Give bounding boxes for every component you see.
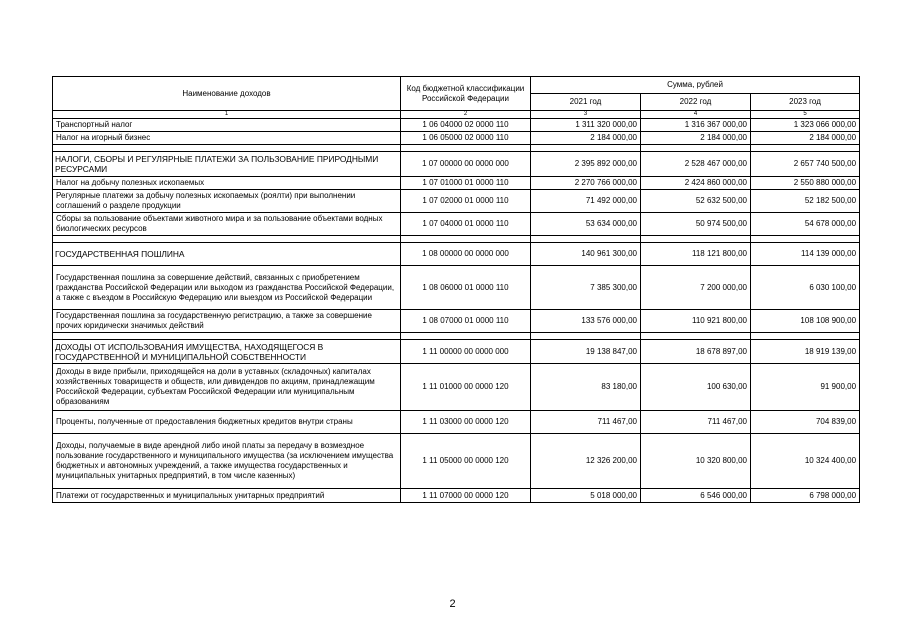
group-row <box>53 243 860 266</box>
header-sum: Сумма, рублей <box>531 77 860 94</box>
column-number-row <box>53 111 860 119</box>
column-number: 1 <box>53 111 401 119</box>
amount-2022-cell: 6 546 000,00 <box>641 489 751 503</box>
spacer-cell <box>751 145 860 152</box>
amount-2023-cell: 18 919 139,00 <box>751 340 860 364</box>
group-row <box>53 152 860 177</box>
column-number: 5 <box>751 111 860 119</box>
spacer-cell <box>401 333 531 340</box>
amount-2023-cell: 54 678 000,00 <box>751 213 860 236</box>
header-budget-code: Код бюджетной классификации Российской Федерации <box>401 77 531 111</box>
column-number: 4 <box>641 111 751 119</box>
budget-code-cell: 1 06 04000 02 0000 110 <box>401 119 531 132</box>
table-row <box>53 489 860 503</box>
budget-code-cell: 1 07 02000 01 0000 110 <box>401 190 531 213</box>
budget-code-cell: 1 08 00000 00 0000 000 <box>401 243 531 266</box>
spacer-cell <box>401 145 531 152</box>
table-row <box>53 213 860 236</box>
group-row <box>53 340 860 364</box>
budget-code-cell: 1 07 00000 00 0000 000 <box>401 152 531 177</box>
amount-2022-cell: 52 632 500,00 <box>641 190 751 213</box>
amount-2021-cell: 1 311 320 000,00 <box>531 119 641 132</box>
amount-2021-cell: 53 634 000,00 <box>531 213 641 236</box>
header-year-2023: 2023 год <box>751 94 860 111</box>
table-body <box>53 119 860 503</box>
income-name-cell: Государственная пошлина за государственную регистрацию, а также за совершение прочих юридически значимых действий <box>53 310 401 333</box>
amount-2021-cell: 71 492 000,00 <box>531 190 641 213</box>
income-name-cell: ГОСУДАРСТВЕННАЯ ПОШЛИНА <box>53 243 401 266</box>
header-income-name: Наименование доходов <box>53 77 401 111</box>
budget-code-cell: 1 11 05000 00 0000 120 <box>401 434 531 489</box>
amount-2022-cell: 110 921 800,00 <box>641 310 751 333</box>
amount-2023-cell: 6 798 000,00 <box>751 489 860 503</box>
spacer-row <box>53 333 860 340</box>
income-name-cell: ДОХОДЫ ОТ ИСПОЛЬЗОВАНИЯ ИМУЩЕСТВА, НАХОДЯЩЕГОСЯ В ГОСУДАРСТВЕННОЙ И МУНИЦИПАЛЬНОЙ СОБСТВЕННОСТИ <box>53 340 401 364</box>
amount-2021-cell: 2 184 000,00 <box>531 132 641 145</box>
amount-2023-cell: 10 324 400,00 <box>751 434 860 489</box>
spacer-cell <box>531 145 641 152</box>
amount-2023-cell: 2 184 000,00 <box>751 132 860 145</box>
amount-2023-cell: 114 139 000,00 <box>751 243 860 266</box>
amount-2023-cell: 108 108 900,00 <box>751 310 860 333</box>
spacer-cell <box>53 145 401 152</box>
amount-2023-cell: 2 657 740 500,00 <box>751 152 860 177</box>
spacer-cell <box>641 145 751 152</box>
budget-code-cell: 1 11 03000 00 0000 120 <box>401 411 531 434</box>
header-year-2021: 2021 год <box>531 94 641 111</box>
table-row <box>53 411 860 434</box>
amount-2021-cell: 5 018 000,00 <box>531 489 641 503</box>
spacer-row <box>53 145 860 152</box>
table-row <box>53 266 860 310</box>
income-name-cell: Доходы в виде прибыли, приходящейся на доли в уставных (складочных) капиталах хозяйственных товариществ и обществ, или дивидендов по акциям, принадлежащим Российской Федерации, субъектам Российской Федерации или муниципальным образованиям <box>53 364 401 411</box>
amount-2022-cell: 118 121 800,00 <box>641 243 751 266</box>
budget-code-cell: 1 11 01000 00 0000 120 <box>401 364 531 411</box>
spacer-cell <box>53 236 401 243</box>
spacer-cell <box>641 236 751 243</box>
income-name-cell: Доходы, получаемые в виде арендной либо иной платы за передачу в возмездное пользование государственного и муниципального имущества (за исключением имущества бюджетных и автономных учреждений, а также имущества государственных и муниципальных унитарных предприятий, в том числе казенных) <box>53 434 401 489</box>
spacer-cell <box>751 236 860 243</box>
column-number: 2 <box>401 111 531 119</box>
budget-code-cell: 1 07 01000 01 0000 110 <box>401 177 531 190</box>
income-name-cell: Транспортный налог <box>53 119 401 132</box>
amount-2022-cell: 1 316 367 000,00 <box>641 119 751 132</box>
table-row <box>53 119 860 132</box>
income-name-cell: Платежи от государственных и муниципальных унитарных предприятий <box>53 489 401 503</box>
spacer-cell <box>531 333 641 340</box>
spacer-cell <box>751 333 860 340</box>
income-name-cell: Налог на игорный бизнес <box>53 132 401 145</box>
income-name-cell: Проценты, полученные от предоставления бюджетных кредитов внутри страны <box>53 411 401 434</box>
amount-2021-cell: 2 395 892 000,00 <box>531 152 641 177</box>
budget-code-cell: 1 08 07000 01 0000 110 <box>401 310 531 333</box>
income-name-cell: Сборы за пользование объектами животного мира и за пользование объектами водных биологических ресурсов <box>53 213 401 236</box>
spacer-cell <box>531 236 641 243</box>
amount-2021-cell: 83 180,00 <box>531 364 641 411</box>
revenue-table <box>52 76 860 503</box>
amount-2023-cell: 704 839,00 <box>751 411 860 434</box>
amount-2021-cell: 7 385 300,00 <box>531 266 641 310</box>
amount-2021-cell: 2 270 766 000,00 <box>531 177 641 190</box>
income-name-cell: Регулярные платежи за добычу полезных ископаемых (роялти) при выполнении соглашений о разделе продукции <box>53 190 401 213</box>
table-row <box>53 132 860 145</box>
income-name-cell: Налог на добычу полезных ископаемых <box>53 177 401 190</box>
column-number: 3 <box>531 111 641 119</box>
income-name-cell: НАЛОГИ, СБОРЫ И РЕГУЛЯРНЫЕ ПЛАТЕЖИ ЗА ПОЛЬЗОВАНИЕ ПРИРОДНЫМИ РЕСУРСАМИ <box>53 152 401 177</box>
budget-code-cell: 1 11 07000 00 0000 120 <box>401 489 531 503</box>
spacer-row <box>53 236 860 243</box>
income-name-cell: Государственная пошлина за совершение действий, связанных с приобретением гражданства Российской Федерации или выходом из гражданства Российской Федерации, а также с въездом в Российскую Федерацию или выездом из Российской Федерации <box>53 266 401 310</box>
amount-2021-cell: 140 961 300,00 <box>531 243 641 266</box>
amount-2022-cell: 2 184 000,00 <box>641 132 751 145</box>
amount-2023-cell: 1 323 066 000,00 <box>751 119 860 132</box>
table-row <box>53 364 860 411</box>
amount-2022-cell: 711 467,00 <box>641 411 751 434</box>
amount-2023-cell: 91 900,00 <box>751 364 860 411</box>
amount-2022-cell: 10 320 800,00 <box>641 434 751 489</box>
budget-code-cell: 1 08 06000 01 0000 110 <box>401 266 531 310</box>
amount-2022-cell: 2 528 467 000,00 <box>641 152 751 177</box>
spacer-cell <box>401 236 531 243</box>
amount-2023-cell: 2 550 880 000,00 <box>751 177 860 190</box>
header-year-2022: 2022 год <box>641 94 751 111</box>
amount-2021-cell: 711 467,00 <box>531 411 641 434</box>
amount-2021-cell: 133 576 000,00 <box>531 310 641 333</box>
amount-2021-cell: 19 138 847,00 <box>531 340 641 364</box>
amount-2023-cell: 52 182 500,00 <box>751 190 860 213</box>
amount-2022-cell: 2 424 860 000,00 <box>641 177 751 190</box>
table-row <box>53 310 860 333</box>
spacer-cell <box>641 333 751 340</box>
amount-2022-cell: 7 200 000,00 <box>641 266 751 310</box>
spacer-cell <box>53 333 401 340</box>
table-row <box>53 177 860 190</box>
page-number: 2 <box>449 598 456 610</box>
amount-2022-cell: 18 678 897,00 <box>641 340 751 364</box>
table-row <box>53 434 860 489</box>
amount-2023-cell: 6 030 100,00 <box>751 266 860 310</box>
budget-code-cell: 1 11 00000 00 0000 000 <box>401 340 531 364</box>
amount-2022-cell: 50 974 500,00 <box>641 213 751 236</box>
table-row <box>53 190 860 213</box>
budget-code-cell: 1 07 04000 01 0000 110 <box>401 213 531 236</box>
budget-code-cell: 1 06 05000 02 0000 110 <box>401 132 531 145</box>
amount-2021-cell: 12 326 200,00 <box>531 434 641 489</box>
amount-2022-cell: 100 630,00 <box>641 364 751 411</box>
